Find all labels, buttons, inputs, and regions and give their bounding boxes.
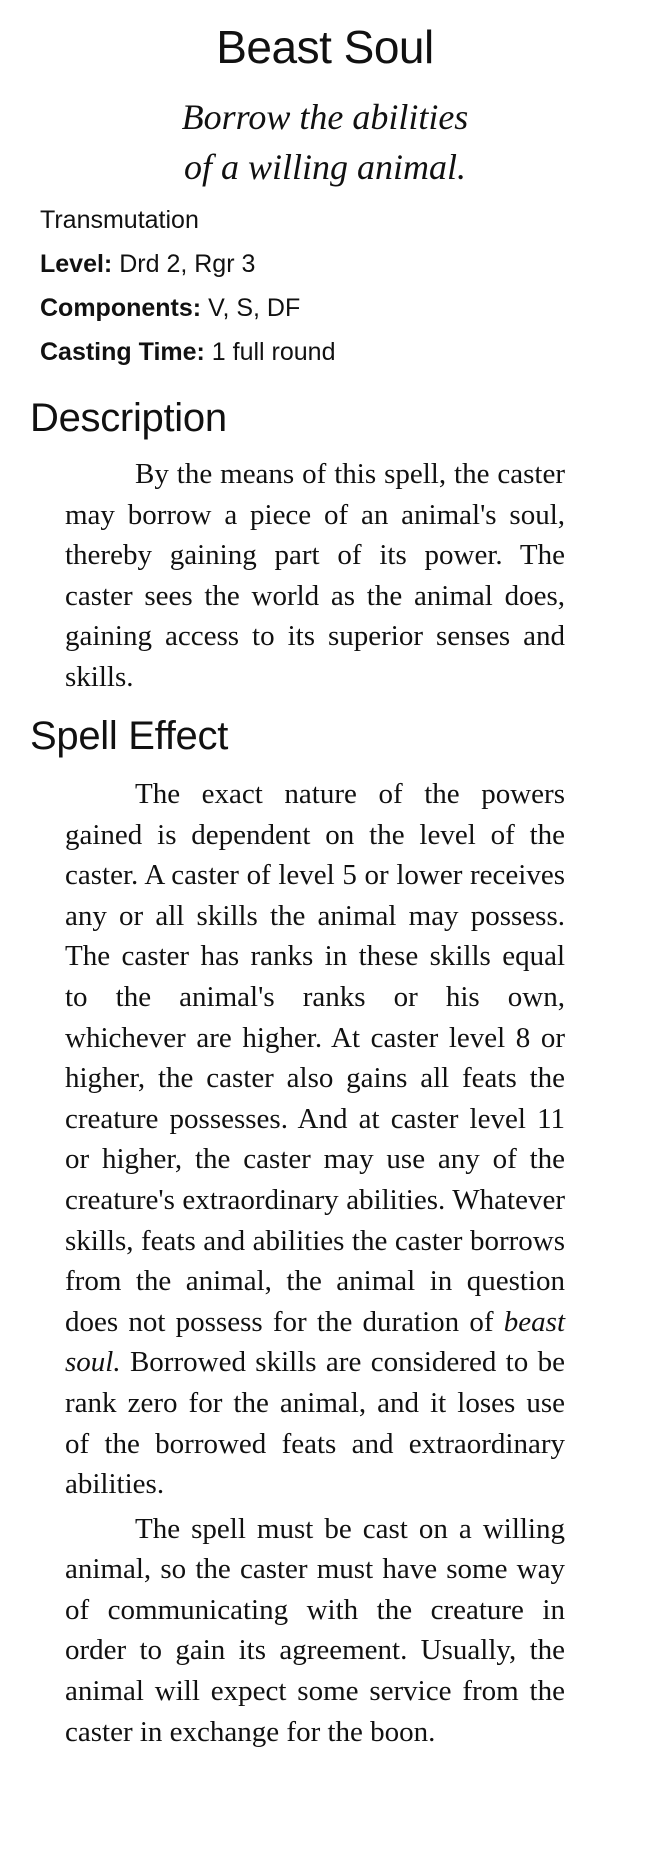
- casting-time-label: Casting Time:: [40, 338, 205, 366]
- components-value: V, S, DF: [208, 294, 301, 322]
- spell-name-italic: beast soul.: [65, 1305, 565, 1379]
- school-line: [40, 198, 600, 242]
- components-line: [40, 286, 600, 330]
- spell-title: Beast Soul: [216, 21, 434, 73]
- level-value: Drd 2, Rgr 3: [119, 250, 256, 278]
- spell-stat-block: [40, 198, 600, 374]
- spell-effect-body: [65, 774, 565, 1752]
- spell-effect-paragraph-1-text-b: Borrowed skills are considered to be rank zero for the animal, and it loses use of the borrowed feats and extraordinary abilities.: [65, 1346, 565, 1501]
- level-line: [40, 242, 600, 286]
- school-value: Transmutation: [40, 206, 199, 234]
- description-body: [65, 454, 565, 698]
- tagline-line-1: Borrow the abilities: [181, 97, 469, 137]
- level-label: Level:: [40, 250, 113, 278]
- casting-time-value: 1 full round: [211, 338, 336, 366]
- description-heading: Description: [30, 396, 227, 440]
- spell-effect-heading: Spell Effect: [30, 714, 229, 758]
- description-paragraph: By the means of this spell, the caster may borrow a piece of an animal's soul, thereby gaining part of its power. The caster sees the world as the animal does, gaining access to its superior senses and skills.: [65, 458, 565, 693]
- tagline-line-2: of a willing animal.: [183, 147, 467, 187]
- spell-effect-paragraph-1: [65, 774, 565, 1505]
- spell-effect-paragraph-1-text-a: The exact nature of the powers gained is dependent on the level of the caster. A caster of level 5 or lower receives any or all skills the animal may possess. The caster has ranks in these skills equal to the animal's ranks or his own, whichever are higher. At caster level 8 or higher, the caster also gains all feats the creature possesses. And at caster level 11 or higher, the caster may use any of the creature's extraordinary abilities. Whatever skills, feats and abilities the caster borrows from the animal, the animal in question does not possess for the duration of: [65, 778, 565, 1338]
- casting-time-line: [40, 330, 600, 374]
- components-label: Components:: [40, 294, 202, 322]
- spell-tagline: [0, 92, 650, 192]
- spell-effect-paragraph-2: The spell must be cast on a willing animal, so the caster must have some way of communicating with the creature in order to gain its agreement. Usually, the animal will expect some service from the caster in exchange for the boon.: [65, 1512, 565, 1748]
